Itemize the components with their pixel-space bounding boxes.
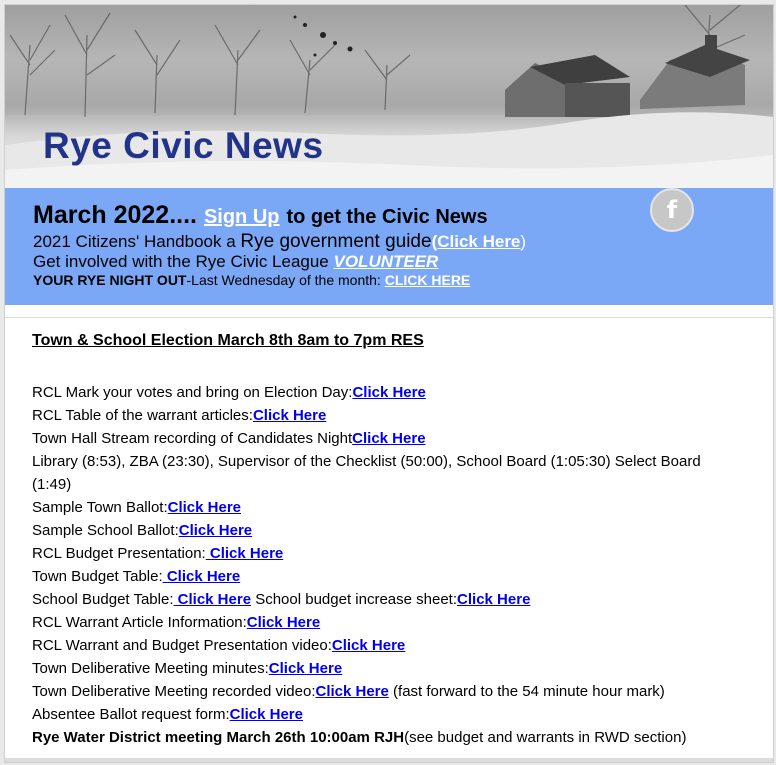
row-click-here-link[interactable]: Click Here xyxy=(352,430,426,447)
night-out-click-here-link[interactable]: CLICK HERE xyxy=(384,272,471,288)
list-item xyxy=(32,404,773,427)
row-click-here-link[interactable]: Click Here xyxy=(167,499,242,516)
list-item xyxy=(32,634,773,657)
facebook-icon[interactable]: f xyxy=(650,188,694,232)
row-text: RCL Table of the warrant articles: xyxy=(32,407,253,424)
row-text: Sample School Ballot: xyxy=(32,522,179,539)
bottom-divider xyxy=(5,758,773,762)
list-item xyxy=(32,381,773,404)
row-click-here-link[interactable]: Click Here xyxy=(352,384,426,401)
election-section xyxy=(5,318,773,749)
row-text: Town Deliberative Meeting recorded video: xyxy=(32,683,316,700)
row-second-click-here-link[interactable]: Click Here xyxy=(457,591,531,608)
row-text: RCL Warrant Article Information: xyxy=(32,614,247,631)
list-item xyxy=(32,657,773,680)
handbook-prefix: 2021 Citizens' Handbook a xyxy=(33,232,236,251)
election-list xyxy=(32,381,773,749)
list-item xyxy=(32,519,773,542)
night-out-line xyxy=(33,272,773,289)
list-item xyxy=(32,427,773,450)
row-text: Sample Town Ballot: xyxy=(32,499,168,516)
list-item xyxy=(32,703,773,726)
row-click-here-link[interactable]: Click Here xyxy=(315,683,389,700)
signup-rest-text: to get the Civic News xyxy=(286,206,488,228)
row-text: School Budget Table: xyxy=(32,591,174,608)
night-out-rest: -Last Wednesday of the month: xyxy=(186,272,381,288)
list-item xyxy=(32,588,773,611)
row-text: Library (8:53), ZBA (23:30), Supervisor of the Checklist (50:00), School Board (1:05:30) Select Board xyxy=(32,453,701,470)
row-click-here-link[interactable]: Click Here xyxy=(331,637,406,654)
row-text: RCL Warrant and Budget Presentation video: xyxy=(32,637,332,654)
row-text: RCL Mark your votes and bring on Election Day: xyxy=(32,384,353,401)
announcement-banner xyxy=(5,188,773,305)
row-click-here-link[interactable]: Click Here xyxy=(205,545,284,562)
handbook-paren-open: ( xyxy=(431,232,438,251)
row-after-text: (fast forward to the 54 minute hour mark) xyxy=(388,683,665,700)
handbook-line xyxy=(33,231,773,252)
handbook-big-text: Rye government guide xyxy=(240,231,432,252)
row-click-here-link[interactable]: Click Here xyxy=(268,660,343,677)
row-text: Town Budget Table: xyxy=(32,568,163,585)
row-bold-text: Rye Water District meeting March 26th 10:00am RJH xyxy=(32,729,405,746)
newsletter-frame xyxy=(4,4,774,763)
row-text: RCL Budget Presentation: xyxy=(32,545,206,562)
election-title: Town & School Election March 8th 8am to 7pm RES xyxy=(32,332,424,349)
sign-up-link[interactable]: Sign Up xyxy=(203,206,280,228)
list-item xyxy=(32,473,773,496)
row-click-here-link[interactable]: Click Here xyxy=(246,614,321,631)
involved-prefix: Get involved with the Rye Civic League xyxy=(33,252,329,271)
list-item xyxy=(32,565,773,588)
row-after-text: School budget increase sheet: xyxy=(251,591,458,608)
banner-month: March 2022.... xyxy=(33,201,197,229)
row-click-here-link[interactable]: Click Here xyxy=(229,706,303,723)
newsletter-title: Rye Civic News xyxy=(43,125,324,166)
list-item xyxy=(32,611,773,634)
list-item xyxy=(32,542,773,565)
row-after-text: (see budget and warrants in RWD section) xyxy=(404,729,687,746)
header-photo xyxy=(5,5,773,188)
row-click-here-link[interactable]: Click Here xyxy=(173,591,252,608)
row-text: Town Hall Stream recording of Candidates Night xyxy=(32,430,353,447)
list-item xyxy=(32,496,773,519)
night-out-bold: YOUR RYE NIGHT OUT xyxy=(33,272,187,288)
row-click-here-link[interactable]: Click Here xyxy=(178,522,253,539)
list-item xyxy=(32,450,773,473)
section-gap xyxy=(5,305,773,318)
involved-line xyxy=(33,252,773,272)
row-click-here-link[interactable]: Click Here xyxy=(252,407,327,424)
volunteer-link[interactable]: VOLUNTEER xyxy=(333,252,439,271)
row-text: Town Deliberative Meeting minutes: xyxy=(32,660,269,677)
handbook-click-here-link[interactable]: Click Here xyxy=(437,232,521,251)
list-item xyxy=(32,726,773,749)
list-item xyxy=(32,680,773,703)
row-text: Absentee Ballot request form: xyxy=(32,706,230,723)
row-text: (1:49) xyxy=(32,476,72,493)
row-click-here-link[interactable]: Click Here xyxy=(162,568,241,585)
handbook-paren-close: ) xyxy=(520,232,527,251)
